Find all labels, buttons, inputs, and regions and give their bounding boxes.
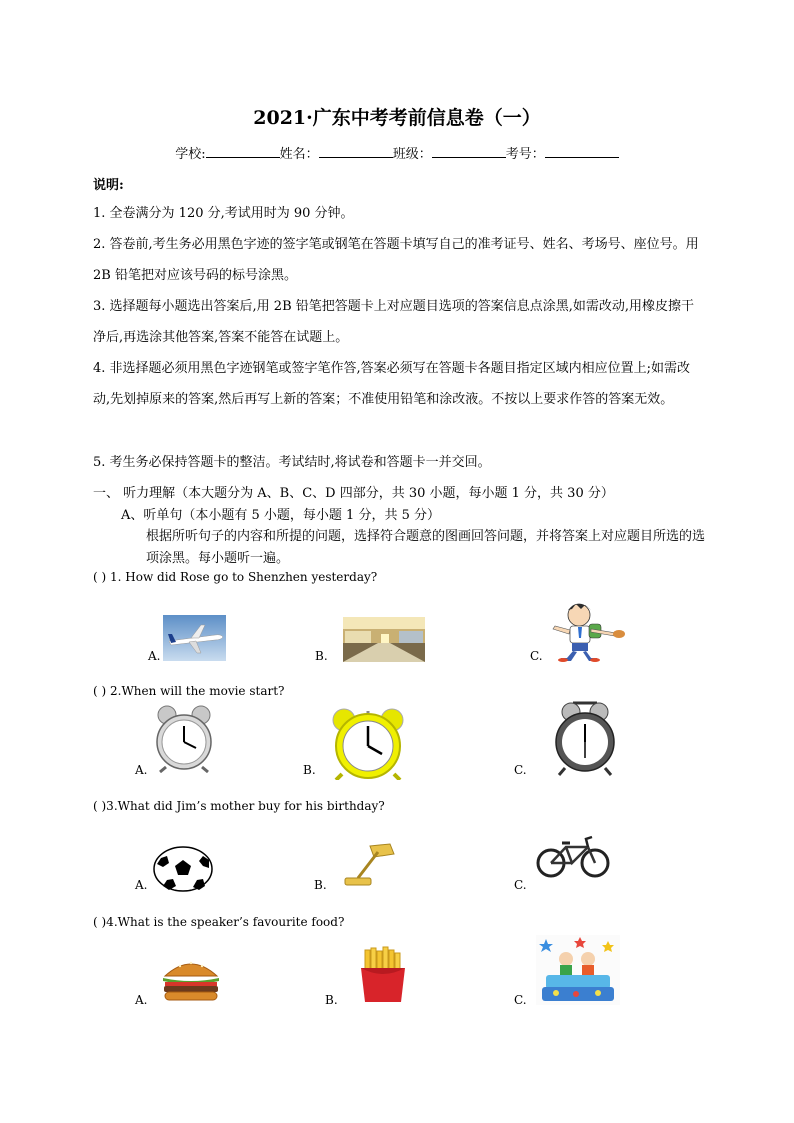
option-b-label[interactable]: B. xyxy=(325,993,338,1007)
option-b-label[interactable]: B. xyxy=(315,649,328,663)
birthday-cake-image xyxy=(536,935,620,1005)
airplane-image xyxy=(163,615,226,661)
section-title: 一、 听力理解（本大题分为 A、B、C、D 四部分，共 30 小题，每小题 1 分，共 30 分） xyxy=(93,486,614,501)
bicycle-image xyxy=(534,833,612,881)
student-info-line xyxy=(0,143,794,162)
option-b-label[interactable]: B. xyxy=(303,763,316,777)
subway-train-image xyxy=(343,617,425,662)
option-c-label[interactable]: C. xyxy=(514,878,527,892)
name-label: 姓名： xyxy=(279,147,319,162)
question-1: ( ) 1. How did Rose go to Shenzhen yesterday? xyxy=(93,570,378,584)
option-c-label[interactable]: C. xyxy=(530,649,543,663)
desk-lamp-image xyxy=(340,840,398,888)
hamburger-image xyxy=(160,954,222,1002)
instruction-item: 1. 全卷满分为 120 分,考试用时为 90 分钟。 xyxy=(93,206,354,221)
class-label: 班级： xyxy=(392,147,432,162)
question-2: ( ) 2.When will the movie start? xyxy=(93,684,285,698)
name-blank[interactable] xyxy=(319,145,393,158)
option-b-label[interactable]: B. xyxy=(314,878,327,892)
number-blank[interactable] xyxy=(545,145,619,158)
question-4: ( )4.What is the speaker’s favourite food? xyxy=(93,915,345,929)
page-title: 2021·广东中考考前信息卷（一） xyxy=(253,107,541,129)
walking-boy-image xyxy=(545,600,630,662)
part-a-title: A、听单句（本小题有 5 小题，每小题 1 分，共 5 分） xyxy=(121,508,440,523)
option-c-label[interactable]: C. xyxy=(514,993,527,1007)
instruction-item: 5. 考生务必保持答题卡的整洁。考试结时,将试卷和答题卡一并交回。 xyxy=(93,455,491,470)
option-a-label[interactable]: A. xyxy=(148,649,161,663)
instruction-item: 4. 非选择题必须用黑色字迹钢笔或签字笔作答,答案必须写在答题卡各题目指定区域内相应位置上;如需改动,先划掉原来的答案,然后再写上新的答案；不准使用铅笔和涂改液。不按以上要求作答的答案无效。 xyxy=(93,361,691,407)
instructions-heading: 说明: xyxy=(93,178,124,193)
school-blank[interactable] xyxy=(206,145,280,158)
yellow-alarm-clock-image xyxy=(322,708,414,780)
french-fries-image xyxy=(355,946,411,1004)
option-a-label[interactable]: A. xyxy=(135,993,148,1007)
number-label: 考号： xyxy=(505,147,545,162)
option-c-label[interactable]: C. xyxy=(514,763,527,777)
instruction-item: 2. 答卷前,考生务必用黑色字迹的签字笔或钢笔在答题卡填写自己的准考证号、姓名、考场号、座位号。用 2B 铅笔把对应该号码的标号涂黑。 xyxy=(93,237,699,283)
instruction-item: 3. 选择题每小题选出答案后,用 2B 铅笔把答题卡上对应题目选项的答案信息点涂黑,如需改动,用橡皮擦干净后,再选涂其他答案,答案不能答在试题上。 xyxy=(93,299,695,345)
alarm-clock-image xyxy=(150,705,218,773)
option-a-label[interactable]: A. xyxy=(135,763,148,777)
class-blank[interactable] xyxy=(432,145,506,158)
black-alarm-clock-image xyxy=(535,700,635,778)
football-image xyxy=(153,846,213,892)
option-a-label[interactable]: A. xyxy=(135,878,148,892)
school-label: 学校: xyxy=(175,147,206,162)
part-a-description: 根据所听句子的内容和所提的问题，选择符合题意的图画回答问题，并将答案上对应题目所选的选项涂黑。每小题听一遍。 xyxy=(146,529,706,566)
question-3: ( )3.What did Jim’s mother buy for his birthday? xyxy=(93,799,385,813)
